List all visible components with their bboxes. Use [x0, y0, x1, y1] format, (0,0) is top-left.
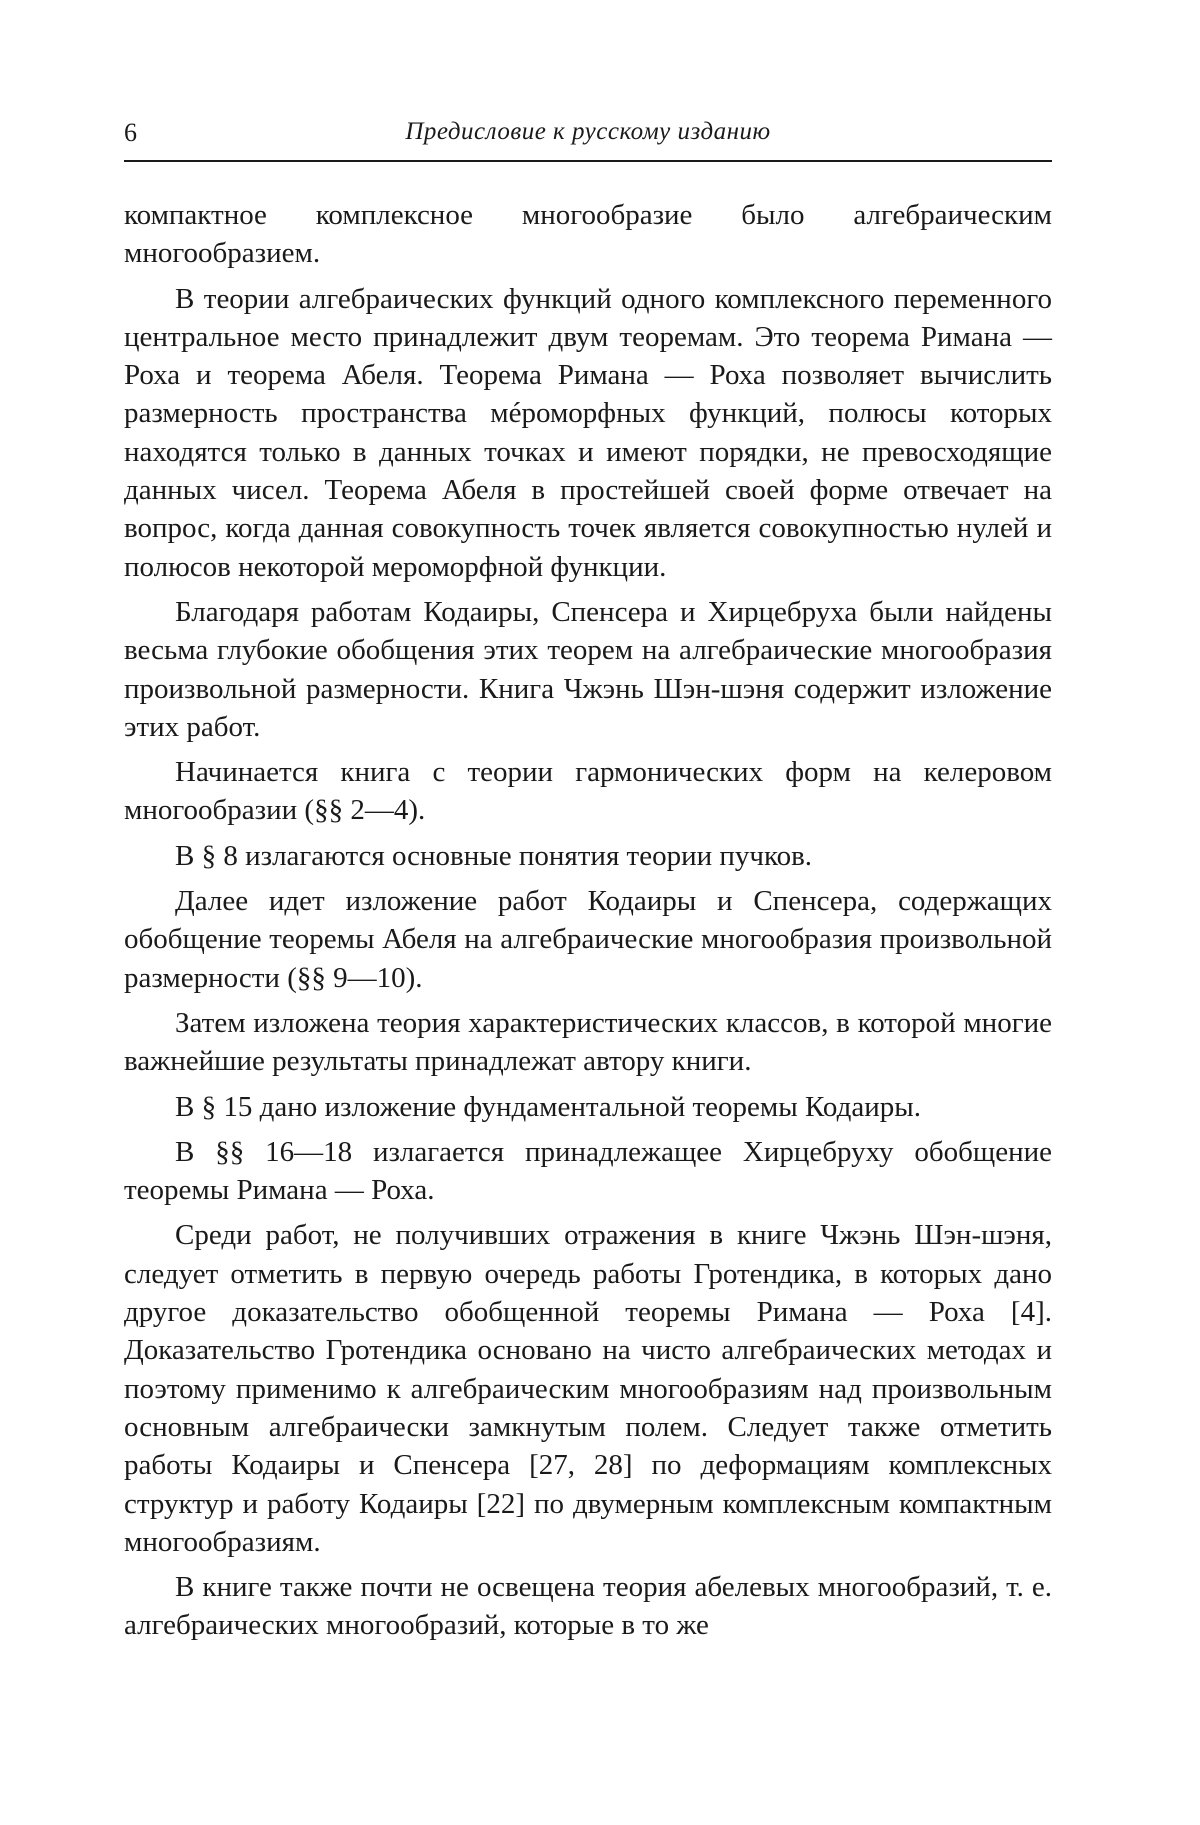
page-number: 6 — [124, 118, 137, 147]
paragraph: Начинается книга с теории гармонических форм на келеровом многообразии (§§ 2—4). — [124, 756, 1052, 827]
paragraph: Среди работ, не получивших отражения в книге Чжэнь Шэн-шэня, следует отметить в первую очередь работы Гротендика, в которых дано другое доказательство обобщенной теоремы Римана — Роха [4]. Доказательство Гротендика основано на чисто алгебраических методах и поэтому применимо к алгебраическим многообразиям над произвольным основным алгебраически замкнутым полем. Следует также отметить работы Кодаиры и Спенсера [27, 28] по деформациям комплексных структур и работу Кодаиры [22] по двумерным комплексным компактным многообразиям. — [124, 1219, 1052, 1558]
paragraph-continuation: компактное комплексное многообразие было алгебраическим многообразием. — [124, 199, 1052, 270]
running-title: Предисловие к русскому изданию — [405, 118, 771, 145]
paragraph: В § 15 дано изложение фундаментальной теоремы Кодаиры. — [175, 1090, 921, 1123]
paragraph: В § 8 излагаются основные понятия теории пучков. — [175, 839, 813, 872]
paragraph: Далее идет изложение работ Кодаиры и Спенсера, содержащих обобщение теоремы Абеля на алгебраические многообразия произвольной размерности (§§ 9—10). — [124, 885, 1052, 994]
running-head — [124, 118, 1052, 150]
paragraph: В книге также почти не освещена теория абелевых многообразий, т. е. алгебраических многообразий, которые в то же — [124, 1571, 1052, 1642]
body-text — [124, 196, 1052, 1645]
book-page — [124, 118, 1052, 1645]
paragraph: Затем изложена теория характеристических классов, в которой многие важнейшие результаты принадлежат автору книги. — [124, 1006, 1052, 1078]
paragraph: В §§ 16—18 излагается принадлежащее Хирцебруху обобщение теоремы Римана — Роха. — [124, 1135, 1052, 1207]
paragraph: Благодаря работам Кодаиры, Спенсера и Хирцебруха были найдены весьма глубокие обобщения этих теорем на алгебраические многообразия произвольной размерности. Книга Чжэнь Шэн-шэня содержит изложение этих работ. — [124, 595, 1052, 743]
header-rule — [124, 160, 1052, 162]
paragraph: В теории алгебраических функций одного комплексного переменного центральное место принадлежит двум теоремам. Это теорема Римана — Роха и теорема Абеля. Теорема Римана — Роха позволяет вычислить размерность пространства мéроморфных функций, полюсы которых находятся только в данных точках и имеют порядки, не превосходящие данных чисел. Теорема Абеля в простейшей своей форме отвечает на вопрос, когда данная совокупность точек является совокупностью нулей и полюсов некоторой мероморфной функции. — [124, 282, 1052, 583]
